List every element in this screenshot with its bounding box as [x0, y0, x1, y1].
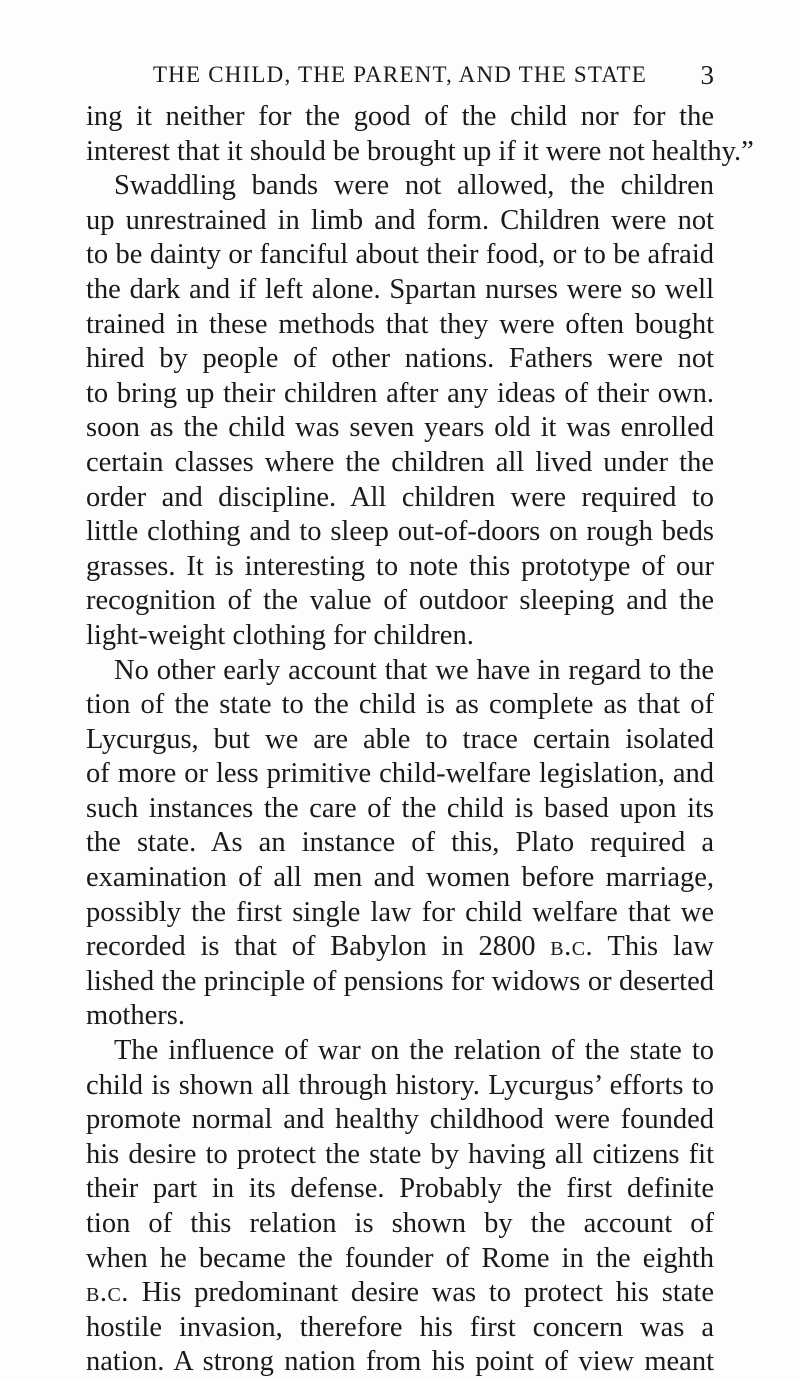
- text-line: such instances the care of the child is based upon its: [86, 792, 714, 824]
- text-line: of more or less primitive child-welfare legislation, and: [86, 758, 714, 790]
- text-line: child is shown all through history. Lycurgus’ efforts to: [86, 1069, 714, 1101]
- text-line: hired by people of other nations. Fathers were not: [86, 343, 714, 375]
- text-line: order and discipline. All children were required to: [86, 481, 714, 513]
- text-line: to be dainty or fanciful about their food, or to be afraid: [86, 239, 714, 271]
- text-line: tion of the state to the child is as complete as that of: [86, 689, 714, 721]
- text-line: No other early account that we have in regard to the: [114, 654, 714, 686]
- text-line: grasses. It is interesting to note this prototype of our: [86, 550, 714, 582]
- text-line: Lycurgus, but we are able to trace certain isolated: [86, 723, 714, 755]
- text-line: their part in its defense. Probably the first definite: [86, 1173, 714, 1205]
- text-line: Swaddling bands were not allowed, the children: [114, 170, 714, 202]
- text-line: light-weight clothing for children.: [86, 619, 474, 651]
- text-line: nation. A strong nation from his point of view meant: [86, 1346, 714, 1378]
- text-line: possibly the first single law for child welfare that we: [86, 896, 714, 928]
- page-number: 3: [700, 60, 714, 90]
- text-line: trained in these methods that they were often bought: [86, 308, 714, 340]
- text-line: recognition of the value of outdoor sleeping and the: [86, 585, 714, 617]
- text-line: b.c. His predominant desire was to protect his state: [86, 1277, 714, 1309]
- running-head: THE CHILD, THE PARENT, AND THE STATE: [152, 62, 648, 87]
- text-line: certain classes where the children all lived under the: [86, 446, 714, 478]
- text-line: the dark and if left alone. Spartan nurses were so well: [86, 273, 714, 305]
- text-line: interest that it should be brought up if it were not healthy.”: [86, 135, 754, 167]
- text-line: when he became the founder of Rome in the eighth: [86, 1242, 714, 1274]
- text-line: promote normal and healthy childhood were founded: [86, 1104, 714, 1136]
- text-line: soon as the child was seven years old it was enrolled: [86, 412, 714, 444]
- text-line: ing it neither for the good of the child nor for the: [86, 101, 714, 132]
- text-line: up unrestrained in limb and form. Children were not: [86, 204, 714, 236]
- page-header: [0, 60, 800, 96]
- text-line: little clothing and to sleep out-of-doors on rough beds: [86, 516, 714, 548]
- text-line: to bring up their children after any ideas of their own.: [86, 377, 714, 409]
- text-line: The influence of war on the relation of the state to: [114, 1035, 714, 1067]
- text-line: recorded is that of Babylon in 2800 b.c. This law: [86, 931, 714, 963]
- text-line: tion of this relation is shown by the account of: [86, 1208, 714, 1239]
- text-line: the state. As an instance of this, Plato required a: [86, 827, 714, 859]
- text-line: lished the principle of pensions for widows or deserted: [86, 965, 714, 997]
- text-line: hostile invasion, therefore his first concern was a: [86, 1311, 714, 1343]
- text-line: his desire to protect the state by having all citizens fit: [86, 1138, 714, 1170]
- text-line: mothers.: [86, 1000, 185, 1032]
- text-line: examination of all men and women before marriage,: [86, 862, 714, 894]
- body-text: [86, 100, 754, 1380]
